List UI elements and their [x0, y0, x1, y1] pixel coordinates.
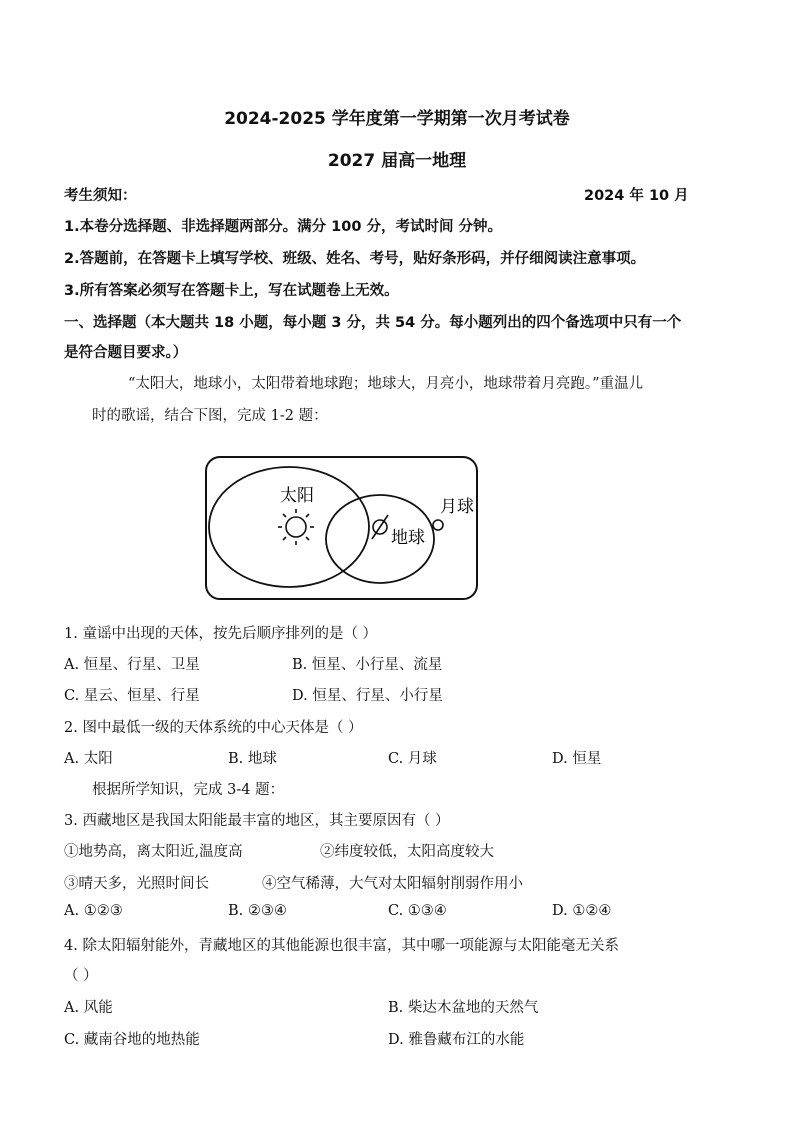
q3-option-d: D. ①②④ — [552, 903, 612, 919]
q1-option-b: B. 恒星、小行星、流星 — [292, 657, 443, 673]
exam-title: 2024-2025 学年度第一学期第一次月考试卷 — [224, 109, 570, 129]
question-1: 1. 童谣中出现的天体，按先后顺序排列的是（ ） — [64, 626, 378, 642]
q4-option-c: C. 藏南谷地的地热能 — [64, 1032, 200, 1048]
q3-option-b: B. ②③④ — [228, 903, 287, 919]
exam-date: 2024 年 10 月 — [584, 188, 689, 204]
q2-option-a: A. 太阳 — [64, 751, 113, 767]
sun-icon — [278, 509, 314, 545]
q3-statement-1: ①地势高，离太阳近,温度高 — [64, 844, 243, 860]
passage-2: 根据所学知识，完成 3-4 题： — [92, 782, 285, 798]
q3-option-c: C. ①③④ — [388, 903, 447, 919]
moon-label: 月球 — [440, 497, 474, 517]
q1-option-a: A. 恒星、行星、卫星 — [64, 657, 200, 673]
q1-option-d: D. 恒星、行星、小行星 — [292, 688, 443, 704]
exam-subtitle: 2027 届高一地理 — [327, 151, 467, 171]
sun-system-ellipse — [209, 467, 369, 587]
question-3: 3. 西藏地区是我国太阳能最丰富的地区，其主要原因有（ ） — [64, 813, 450, 829]
instruction-2: 2.答题前，在答题卡上填写学校、班级、姓名、考号，贴好条形码，并仔细阅读注意事项。 — [64, 251, 646, 267]
celestial-system-diagram — [204, 455, 479, 601]
q3-option-a: A. ①②③ — [64, 903, 123, 919]
q2-option-d: D. 恒星 — [552, 751, 602, 767]
section-heading: 一、选择题（本大题共 18 小题，每小题 3 分，共 54 分。每小题列出的四个备选项中只有一个 — [64, 315, 682, 331]
moon-icon — [433, 520, 443, 530]
q2-option-c: C. 月球 — [388, 751, 437, 767]
earth-label: 地球 — [391, 528, 425, 548]
question-4: 4. 除太阳辐射能外，青藏地区的其他能源也很丰富，其中哪一项能源与太阳能毫无关系 — [64, 938, 619, 954]
instruction-3: 3.所有答案必须写在答题卡上，写在试题卷上无效。 — [64, 283, 399, 299]
q3-statement-4: ④空气稀薄，大气对太阳辐射削弱作用小 — [262, 876, 523, 892]
q4-option-b: B. 柴达木盆地的天然气 — [388, 1000, 539, 1016]
question-2: 2. 图中最低一级的天体系统的中心天体是（ ） — [64, 720, 363, 736]
q1-option-c: C. 星云、恒星、行星 — [64, 688, 200, 704]
sun-label: 太阳 — [280, 486, 314, 506]
section-heading-cont: 是符合题目要求。） — [64, 345, 188, 361]
question-4-paren: （ ） — [64, 968, 98, 984]
q4-option-a: A. 风能 — [64, 1000, 113, 1016]
q3-statement-3: ③晴天多，光照时间长 — [64, 876, 209, 892]
q3-statement-2: ②纬度较低，太阳高度较大 — [320, 844, 494, 860]
q2-option-b: B. 地球 — [228, 751, 277, 767]
passage-1-cont: 时的歌谣，结合下图，完成 1-2 题： — [92, 408, 328, 424]
q4-option-d: D. 雅鲁藏布江的水能 — [388, 1032, 525, 1048]
instruction-1: 1.本卷分选择题、非选择题两部分。满分 100 分，考试时间 分钟。 — [64, 219, 503, 235]
earth-icon — [372, 515, 388, 539]
passage-1: “太阳大，地球小，太阳带着地球跑；地球大，月亮小，地球带着月亮跑。”重温儿 — [128, 376, 644, 392]
notice-label: 考生须知： — [64, 188, 137, 204]
